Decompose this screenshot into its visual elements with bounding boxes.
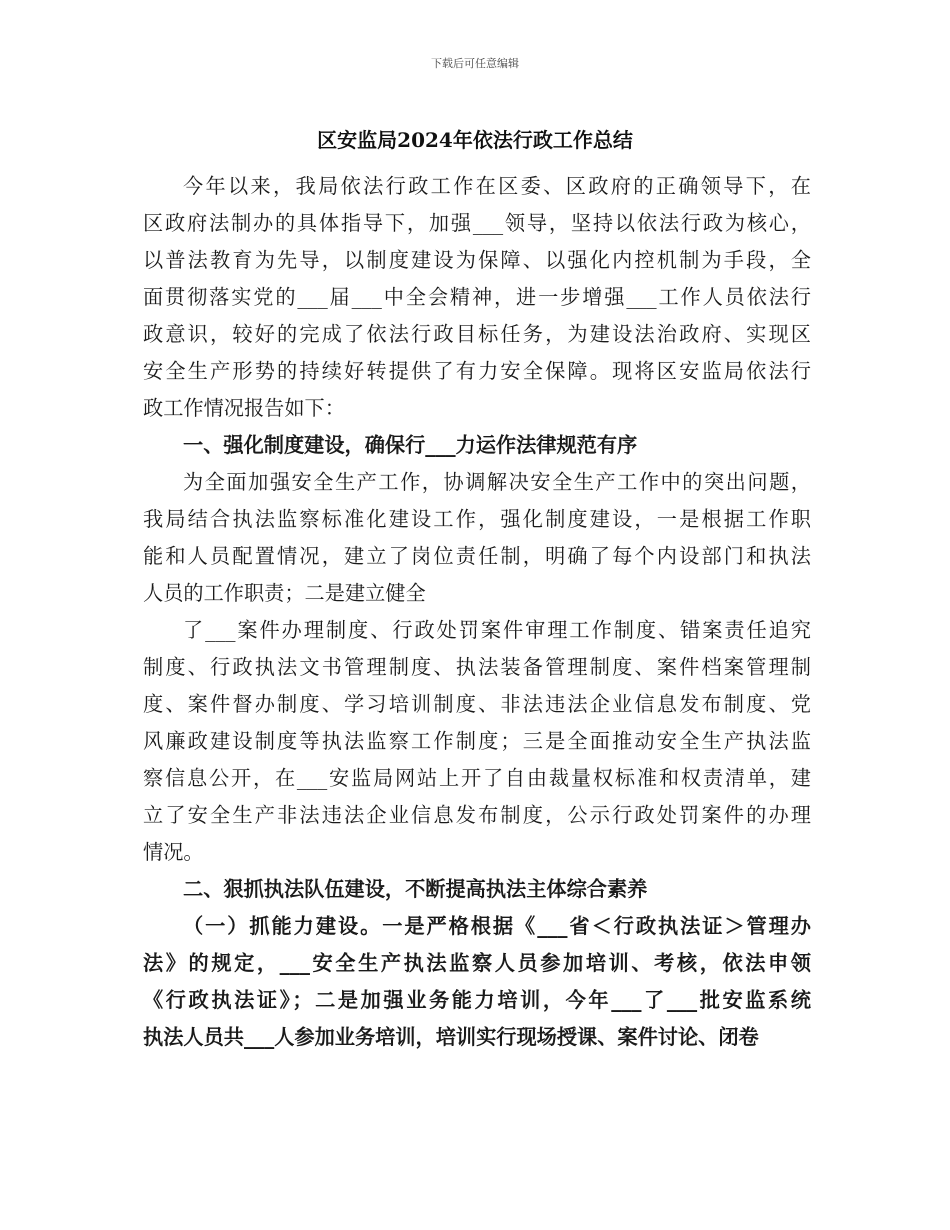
text-line: 今年以来，我局依法行政工作在区委、区政府的正确领导下，在: [183, 174, 811, 198]
text-line: 情况。: [143, 840, 204, 864]
text-line: 度、案件督办制度、学习培训制度、非法违法企业信息发布制度、党: [143, 692, 811, 716]
text-line: 政工作情况报告如下：: [143, 396, 345, 420]
text-line: 以普法教育为先导，以制度建设为保障、以强化内控机制为手段，全: [143, 248, 811, 272]
document-body: [143, 168, 811, 1056]
body-paragraph: [143, 464, 811, 612]
text-line: 区政府法制办的具体指导下，加强___领导，坚持以依法行政为核心，: [143, 211, 811, 235]
text-line: 人员的工作职责；二是建立健全: [143, 581, 426, 605]
text-line: 为全面加强安全生产工作，协调解决安全生产工作中的突出问题，: [183, 470, 811, 494]
section-heading: [143, 871, 811, 908]
text-line: 了___案件办理制度、行政处罚案件审理工作制度、错案责任追究: [183, 618, 811, 642]
text-line: 政意识，较好的完成了依法行政目标任务，为建设法治政府、实现区: [143, 322, 811, 346]
text-line: 立了安全生产非法违法企业信息发布制度，公示行政处罚案件的办理: [143, 803, 811, 827]
text-line: （一）抓能力建设。一是严格根据《___省＜行政执法证＞管理办: [183, 914, 811, 938]
text-line: 《行政执法证》；二是加强业务能力培训，今年___了___批安监系统: [143, 988, 811, 1012]
header-note: 下载后可任意编辑: [431, 57, 519, 70]
text-line: 能和人员配置情况，建立了岗位责任制，明确了每个内设部门和执法: [143, 544, 811, 568]
text-line: 风廉政建设制度等执法监察工作制度；三是全面推动安全生产执法监: [143, 729, 811, 753]
text-line: 察信息公开，在___安监局网站上开了自由裁量权标准和权责清单，建: [143, 766, 811, 790]
section-heading: [143, 427, 811, 464]
text-line: 我局结合执法监察标准化建设工作，强化制度建设，一是根据工作职: [143, 507, 811, 531]
document-title: 区安监局2024年依法行政工作总结: [317, 128, 633, 152]
section-heading: [143, 908, 811, 1056]
text-line: 执法人员共___人参加业务培训，培训实行现场授课、案件讨论、闭卷: [143, 1025, 759, 1049]
text-line: 面贯彻落实党的___届___中全会精神，进一步增强___工作人员依法行: [143, 285, 811, 309]
text-line: 制度、行政执法文书管理制度、执法装备管理制度、案件档案管理制: [143, 655, 811, 679]
text-line: 二、狠抓执法队伍建设，不断提高执法主体综合素养: [183, 877, 648, 901]
text-line: 法》的规定，___安全生产执法监察人员参加培训、考核，依法申领: [143, 951, 811, 975]
body-paragraph: [143, 168, 811, 427]
text-line: 一、强化制度建设，确保行___力运作法律规范有序: [183, 433, 638, 457]
body-paragraph: [143, 612, 811, 871]
text-line: 安全生产形势的持续好转提供了有力安全保障。现将区安监局依法行: [143, 359, 811, 383]
